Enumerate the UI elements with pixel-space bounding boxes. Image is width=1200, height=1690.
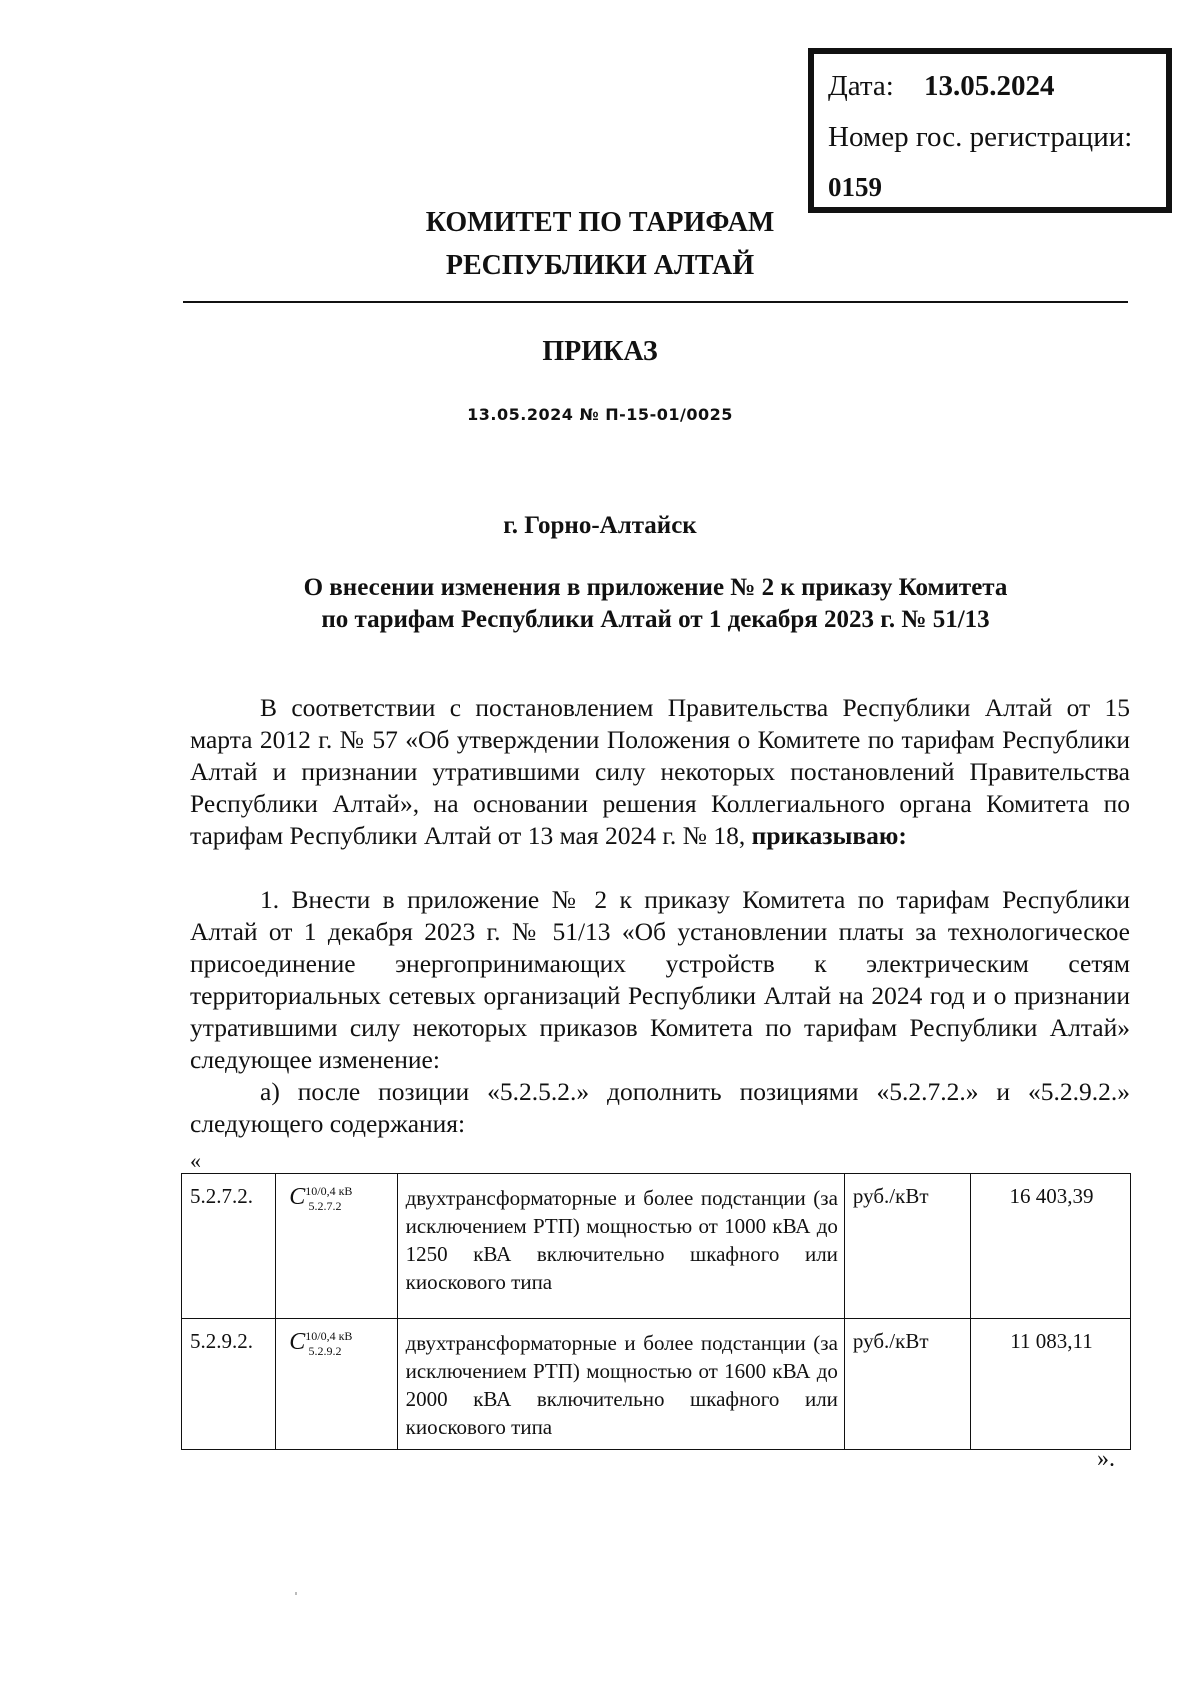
- doc-city: г. Горно-Алтайск: [503, 512, 697, 539]
- doc-title-line1: О внесении изменения в приложение № 2 к приказу Комитета: [303, 574, 1008, 601]
- header-divider: [183, 301, 1128, 303]
- registration-number-label: Номер гос. регистрации:: [828, 121, 1133, 153]
- paragraph-item-1-text: 1. Внести в приложение № 2 к приказу Комитета по тарифам Республики Алтай от 1 декабря 2023 г. № 51/13 «Об установлении платы за технологическое присоединение энергопринимающих устройств к электрическим сетям территориальных сетевых организаций Республики Алтай на 2024 год и о признании утратившими силу некоторых приказов Комитета по тарифам Республики Алтай» следующее изменение:: [190, 885, 1130, 1074]
- row-symbol-sub: 5.2.7.2: [308, 1198, 342, 1213]
- paragraph-preamble-text: В соответствии с постановлением Правительства Республики Алтай от 15 марта 2012 г. № 57 «Об утверждении Положения о Комитете по тарифам Республики Алтай и признании утратившими силу некоторых постановлений Правительства Республики Алтай», на основании решения Коллегиального органа Комитета по тарифам Республики Алтай от 13 мая 2024 г. № 18,: [190, 693, 1130, 850]
- doc-type: ПРИКАЗ: [542, 336, 658, 367]
- doc-title: [183, 572, 1128, 636]
- tariff-table: [181, 1173, 1131, 1450]
- row-value: 11 083,11: [970, 1319, 1130, 1450]
- paragraph-item-a-text: а) после позиции «5.2.5.2.» дополнить позициями «5.2.7.2.» и «5.2.9.2.» следующего содержания:: [190, 1077, 1130, 1138]
- table-row: [182, 1174, 1131, 1319]
- quote-open-mark: «: [190, 1148, 201, 1173]
- row-symbol: [276, 1319, 398, 1450]
- row-unit: руб./кВт: [844, 1174, 970, 1319]
- row-symbol-sup: 10/0,4 кВ: [305, 1329, 353, 1343]
- registration-number-value: 0159: [828, 172, 882, 202]
- row-value: 16 403,39: [970, 1174, 1130, 1319]
- row-code: 5.2.7.2.: [182, 1174, 276, 1319]
- row-symbol-sub: 5.2.9.2: [308, 1343, 342, 1358]
- row-description: двухтрансформаторные и более подстанции (за исключением РТП) мощностью от 1000 кВА до 1250 кВА включительно шкафного или киоскового типа: [397, 1174, 844, 1319]
- org-name-line1: КОМИТЕТ ПО ТАРИФАМ: [425, 207, 775, 238]
- paragraph-item-a: [190, 1076, 1130, 1140]
- registration-date-value: 13.05.2024: [924, 70, 1055, 102]
- row-symbol-base: C: [289, 1184, 306, 1210]
- scan-artifact: [295, 1592, 297, 1595]
- paragraph-preamble-command: приказываю:: [751, 821, 907, 850]
- row-code: 5.2.9.2.: [182, 1319, 276, 1450]
- row-unit: руб./кВт: [844, 1319, 970, 1450]
- row-description: двухтрансформаторные и более подстанции (за исключением РТП) мощностью от 1600 кВА до 2000 кВА включительно шкафного или киоскового типа: [397, 1319, 844, 1450]
- doc-date-number: 13.05.2024 № П-15-01/0025: [467, 405, 733, 424]
- row-symbol: [276, 1174, 398, 1319]
- row-symbol-sup: 10/0,4 кВ: [305, 1184, 353, 1198]
- row-symbol-base: C: [289, 1329, 306, 1355]
- org-name-line2: РЕСПУБЛИКИ АЛТАЙ: [445, 250, 755, 281]
- registration-date-label: Дата:: [828, 70, 894, 102]
- paragraph-preamble: [190, 692, 1130, 852]
- quote-close-mark: ».: [1097, 1446, 1115, 1472]
- paragraph-item-1: [190, 884, 1130, 1076]
- registration-stamp-box: [808, 48, 1172, 213]
- table-row: [182, 1319, 1131, 1450]
- doc-title-line2: по тарифам Республики Алтай от 1 декабря 2023 г. № 51/13: [321, 606, 990, 633]
